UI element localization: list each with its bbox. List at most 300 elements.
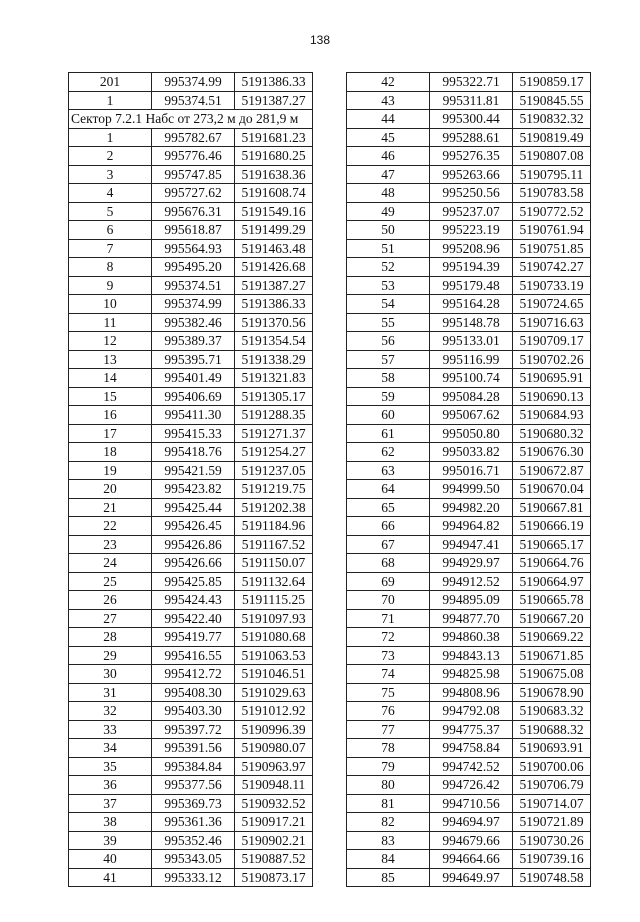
- point-number-cell: 37: [69, 794, 152, 813]
- point-number-cell: 79: [347, 757, 430, 776]
- table-row: [347, 609, 591, 628]
- table-row: [347, 165, 591, 184]
- x-coordinate-cell: 995423.82: [152, 480, 235, 499]
- table-row: [69, 665, 313, 684]
- table-row: [347, 868, 591, 887]
- x-coordinate-cell: 994664.66: [430, 850, 513, 869]
- y-coordinate-cell: 5190887.52: [235, 850, 313, 869]
- point-number-cell: 76: [347, 702, 430, 721]
- table-row: [69, 91, 313, 110]
- y-coordinate-cell: 5191029.63: [235, 683, 313, 702]
- x-coordinate-cell: 995426.86: [152, 535, 235, 554]
- x-coordinate-cell: 995374.99: [152, 73, 235, 92]
- point-number-cell: 42: [347, 73, 430, 92]
- x-coordinate-cell: 995776.46: [152, 147, 235, 166]
- y-coordinate-cell: 5190671.85: [513, 646, 591, 665]
- x-coordinate-cell: 995401.49: [152, 369, 235, 388]
- point-number-cell: 48: [347, 184, 430, 203]
- x-coordinate-cell: 994964.82: [430, 517, 513, 536]
- x-coordinate-cell: 995391.56: [152, 739, 235, 758]
- y-coordinate-cell: 5191638.36: [235, 165, 313, 184]
- y-coordinate-cell: 5191370.56: [235, 313, 313, 332]
- y-coordinate-cell: 5190664.76: [513, 554, 591, 573]
- point-number-cell: 13: [69, 350, 152, 369]
- section-header-row: [69, 110, 313, 129]
- point-number-cell: 82: [347, 813, 430, 832]
- page-number: 138: [309, 33, 331, 47]
- y-coordinate-cell: 5190733.19: [513, 276, 591, 295]
- table-row: [69, 295, 313, 314]
- y-coordinate-cell: 5191386.33: [235, 295, 313, 314]
- x-coordinate-cell: 995374.51: [152, 91, 235, 110]
- point-number-cell: 5: [69, 202, 152, 221]
- y-coordinate-cell: 5190795.11: [513, 165, 591, 184]
- x-coordinate-cell: 994843.13: [430, 646, 513, 665]
- table-row: [69, 794, 313, 813]
- point-number-cell: 57: [347, 350, 430, 369]
- table-row: [69, 554, 313, 573]
- y-coordinate-cell: 5190690.13: [513, 387, 591, 406]
- table-row: [347, 813, 591, 832]
- x-coordinate-cell: 995237.07: [430, 202, 513, 221]
- point-number-cell: 29: [69, 646, 152, 665]
- x-coordinate-cell: 995727.62: [152, 184, 235, 203]
- point-number-cell: 77: [347, 720, 430, 739]
- point-number-cell: 35: [69, 757, 152, 776]
- table-row: [347, 332, 591, 351]
- point-number-cell: 68: [347, 554, 430, 573]
- point-number-cell: 62: [347, 443, 430, 462]
- y-coordinate-cell: 5190667.20: [513, 609, 591, 628]
- point-number-cell: 20: [69, 480, 152, 499]
- x-coordinate-cell: 995288.61: [430, 128, 513, 147]
- y-coordinate-cell: 5191680.25: [235, 147, 313, 166]
- x-coordinate-cell: 994792.08: [430, 702, 513, 721]
- table-row: [69, 831, 313, 850]
- x-coordinate-cell: 995415.33: [152, 424, 235, 443]
- point-number-cell: 66: [347, 517, 430, 536]
- x-coordinate-cell: 995263.66: [430, 165, 513, 184]
- point-number-cell: 60: [347, 406, 430, 425]
- point-number-cell: 72: [347, 628, 430, 647]
- table-row: [347, 110, 591, 129]
- x-coordinate-cell: 995369.73: [152, 794, 235, 813]
- point-number-cell: 67: [347, 535, 430, 554]
- y-coordinate-cell: 5191499.29: [235, 221, 313, 240]
- y-coordinate-cell: 5190693.91: [513, 739, 591, 758]
- table-row: [347, 720, 591, 739]
- point-number-cell: 54: [347, 295, 430, 314]
- x-coordinate-cell: 995424.43: [152, 591, 235, 610]
- point-number-cell: 14: [69, 369, 152, 388]
- y-coordinate-cell: 5191321.83: [235, 369, 313, 388]
- point-number-cell: 16: [69, 406, 152, 425]
- x-coordinate-cell: 995384.84: [152, 757, 235, 776]
- point-number-cell: 74: [347, 665, 430, 684]
- point-number-cell: 24: [69, 554, 152, 573]
- table-row: [347, 794, 591, 813]
- x-coordinate-cell: 995747.85: [152, 165, 235, 184]
- table-row: [69, 239, 313, 258]
- point-number-cell: 3: [69, 165, 152, 184]
- x-coordinate-cell: 995361.36: [152, 813, 235, 832]
- table-row: [347, 480, 591, 499]
- table-row: [347, 313, 591, 332]
- table-row: [69, 202, 313, 221]
- y-coordinate-cell: 5190709.17: [513, 332, 591, 351]
- table-row: [347, 702, 591, 721]
- y-coordinate-cell: 5190684.93: [513, 406, 591, 425]
- y-coordinate-cell: 5191046.51: [235, 665, 313, 684]
- y-coordinate-cell: 5190688.32: [513, 720, 591, 739]
- x-coordinate-cell: 995411.30: [152, 406, 235, 425]
- point-number-cell: 23: [69, 535, 152, 554]
- y-coordinate-cell: 5190667.81: [513, 498, 591, 517]
- point-number-cell: 1: [69, 128, 152, 147]
- table-row: [69, 387, 313, 406]
- point-number-cell: 26: [69, 591, 152, 610]
- point-number-cell: 2: [69, 147, 152, 166]
- y-coordinate-cell: 5190917.21: [235, 813, 313, 832]
- y-coordinate-cell: 5191219.75: [235, 480, 313, 499]
- table-row: [69, 646, 313, 665]
- table-row: [347, 665, 591, 684]
- x-coordinate-cell: 994912.52: [430, 572, 513, 591]
- y-coordinate-cell: 5191338.29: [235, 350, 313, 369]
- x-coordinate-cell: 995311.81: [430, 91, 513, 110]
- x-coordinate-cell: 994860.38: [430, 628, 513, 647]
- table-row: [69, 165, 313, 184]
- x-coordinate-cell: 995084.28: [430, 387, 513, 406]
- y-coordinate-cell: 5191681.23: [235, 128, 313, 147]
- y-coordinate-cell: 5190706.79: [513, 776, 591, 795]
- x-coordinate-cell: 995333.12: [152, 868, 235, 887]
- y-coordinate-cell: 5191271.37: [235, 424, 313, 443]
- table-row: [347, 443, 591, 462]
- coordinates-table-right-body: [347, 73, 591, 887]
- table-row: [69, 369, 313, 388]
- y-coordinate-cell: 5190700.06: [513, 757, 591, 776]
- table-row: [347, 739, 591, 758]
- y-coordinate-cell: 5191426.68: [235, 258, 313, 277]
- x-coordinate-cell: 994895.09: [430, 591, 513, 610]
- table-row: [347, 628, 591, 647]
- point-number-cell: 45: [347, 128, 430, 147]
- x-coordinate-cell: 994982.20: [430, 498, 513, 517]
- table-row: [347, 461, 591, 480]
- table-row: [347, 184, 591, 203]
- x-coordinate-cell: 994758.84: [430, 739, 513, 758]
- table-row: [69, 313, 313, 332]
- table-row: [347, 91, 591, 110]
- x-coordinate-cell: 995016.71: [430, 461, 513, 480]
- point-number-cell: 32: [69, 702, 152, 721]
- y-coordinate-cell: 5190772.52: [513, 202, 591, 221]
- table-row: [69, 443, 313, 462]
- point-number-cell: 81: [347, 794, 430, 813]
- table-row: [347, 498, 591, 517]
- table-row: [347, 147, 591, 166]
- y-coordinate-cell: 5191387.27: [235, 91, 313, 110]
- table-row: [347, 128, 591, 147]
- table-row: [69, 406, 313, 425]
- y-coordinate-cell: 5190742.27: [513, 258, 591, 277]
- table-row: [69, 572, 313, 591]
- y-coordinate-cell: 5190695.91: [513, 369, 591, 388]
- x-coordinate-cell: 995164.28: [430, 295, 513, 314]
- x-coordinate-cell: 995406.69: [152, 387, 235, 406]
- point-number-cell: 201: [69, 73, 152, 92]
- x-coordinate-cell: 995419.77: [152, 628, 235, 647]
- y-coordinate-cell: 5190716.63: [513, 313, 591, 332]
- x-coordinate-cell: 994775.37: [430, 720, 513, 739]
- x-coordinate-cell: 994929.97: [430, 554, 513, 573]
- point-number-cell: 11: [69, 313, 152, 332]
- point-number-cell: 27: [69, 609, 152, 628]
- point-number-cell: 1: [69, 91, 152, 110]
- x-coordinate-cell: 995426.45: [152, 517, 235, 536]
- table-row: [347, 850, 591, 869]
- point-number-cell: 17: [69, 424, 152, 443]
- point-number-cell: 55: [347, 313, 430, 332]
- coordinates-table-left: [68, 72, 313, 887]
- table-row: [347, 221, 591, 240]
- point-number-cell: 75: [347, 683, 430, 702]
- point-number-cell: 21: [69, 498, 152, 517]
- point-number-cell: 38: [69, 813, 152, 832]
- table-row: [69, 498, 313, 517]
- point-number-cell: 84: [347, 850, 430, 869]
- y-coordinate-cell: 5190669.22: [513, 628, 591, 647]
- point-number-cell: 80: [347, 776, 430, 795]
- point-number-cell: 31: [69, 683, 152, 702]
- point-number-cell: 53: [347, 276, 430, 295]
- table-row: [69, 850, 313, 869]
- section-title: Сектор 7.2.1 Набс от 273,2 м до 281,9 м: [69, 110, 313, 129]
- y-coordinate-cell: 5191202.38: [235, 498, 313, 517]
- point-number-cell: 44: [347, 110, 430, 129]
- point-number-cell: 36: [69, 776, 152, 795]
- x-coordinate-cell: 995300.44: [430, 110, 513, 129]
- table-row: [347, 831, 591, 850]
- table-row: [69, 757, 313, 776]
- point-number-cell: 69: [347, 572, 430, 591]
- table-row: [347, 406, 591, 425]
- point-number-cell: 71: [347, 609, 430, 628]
- x-coordinate-cell: 995343.05: [152, 850, 235, 869]
- y-coordinate-cell: 5191463.48: [235, 239, 313, 258]
- x-coordinate-cell: 995676.31: [152, 202, 235, 221]
- y-coordinate-cell: 5190902.21: [235, 831, 313, 850]
- y-coordinate-cell: 5190819.49: [513, 128, 591, 147]
- table-row: [69, 720, 313, 739]
- table-row: [69, 184, 313, 203]
- y-coordinate-cell: 5191254.27: [235, 443, 313, 462]
- point-number-cell: 15: [69, 387, 152, 406]
- y-coordinate-cell: 5190783.58: [513, 184, 591, 203]
- x-coordinate-cell: 995276.35: [430, 147, 513, 166]
- table-row: [69, 868, 313, 887]
- x-coordinate-cell: 994877.70: [430, 609, 513, 628]
- x-coordinate-cell: 994710.56: [430, 794, 513, 813]
- point-number-cell: 58: [347, 369, 430, 388]
- x-coordinate-cell: 995422.40: [152, 609, 235, 628]
- y-coordinate-cell: 5191305.17: [235, 387, 313, 406]
- y-coordinate-cell: 5190680.32: [513, 424, 591, 443]
- x-coordinate-cell: 995148.78: [430, 313, 513, 332]
- x-coordinate-cell: 995100.74: [430, 369, 513, 388]
- y-coordinate-cell: 5190932.52: [235, 794, 313, 813]
- table-row: [69, 609, 313, 628]
- y-coordinate-cell: 5191608.74: [235, 184, 313, 203]
- table-row: [69, 480, 313, 499]
- y-coordinate-cell: 5190721.89: [513, 813, 591, 832]
- x-coordinate-cell: 995033.82: [430, 443, 513, 462]
- y-coordinate-cell: 5190948.11: [235, 776, 313, 795]
- table-row: [69, 813, 313, 832]
- table-row: [69, 535, 313, 554]
- x-coordinate-cell: 994649.97: [430, 868, 513, 887]
- x-coordinate-cell: 995408.30: [152, 683, 235, 702]
- point-number-cell: 50: [347, 221, 430, 240]
- table-row: [69, 739, 313, 758]
- y-coordinate-cell: 5191132.64: [235, 572, 313, 591]
- point-number-cell: 8: [69, 258, 152, 277]
- y-coordinate-cell: 5190748.58: [513, 868, 591, 887]
- y-coordinate-cell: 5191549.16: [235, 202, 313, 221]
- y-coordinate-cell: 5191080.68: [235, 628, 313, 647]
- y-coordinate-cell: 5191167.52: [235, 535, 313, 554]
- point-number-cell: 70: [347, 591, 430, 610]
- x-coordinate-cell: 995067.62: [430, 406, 513, 425]
- y-coordinate-cell: 5190730.26: [513, 831, 591, 850]
- table-row: [69, 332, 313, 351]
- y-coordinate-cell: 5190963.97: [235, 757, 313, 776]
- table-row: [69, 591, 313, 610]
- point-number-cell: 25: [69, 572, 152, 591]
- y-coordinate-cell: 5191150.07: [235, 554, 313, 573]
- x-coordinate-cell: 994742.52: [430, 757, 513, 776]
- x-coordinate-cell: 995050.80: [430, 424, 513, 443]
- table-row: [347, 387, 591, 406]
- x-coordinate-cell: 995374.99: [152, 295, 235, 314]
- x-coordinate-cell: 995412.72: [152, 665, 235, 684]
- point-number-cell: 41: [69, 868, 152, 887]
- y-coordinate-cell: 5191237.05: [235, 461, 313, 480]
- table-row: [347, 757, 591, 776]
- y-coordinate-cell: 5190832.32: [513, 110, 591, 129]
- point-number-cell: 39: [69, 831, 152, 850]
- y-coordinate-cell: 5190807.08: [513, 147, 591, 166]
- x-coordinate-cell: 995322.71: [430, 73, 513, 92]
- table-row: [347, 572, 591, 591]
- x-coordinate-cell: 995564.93: [152, 239, 235, 258]
- x-coordinate-cell: 995397.72: [152, 720, 235, 739]
- point-number-cell: 10: [69, 295, 152, 314]
- point-number-cell: 18: [69, 443, 152, 462]
- y-coordinate-cell: 5190714.07: [513, 794, 591, 813]
- y-coordinate-cell: 5190739.16: [513, 850, 591, 869]
- table-row: [69, 350, 313, 369]
- y-coordinate-cell: 5191387.27: [235, 276, 313, 295]
- y-coordinate-cell: 5190873.17: [235, 868, 313, 887]
- x-coordinate-cell: 995374.51: [152, 276, 235, 295]
- table-row: [69, 683, 313, 702]
- x-coordinate-cell: 994825.98: [430, 665, 513, 684]
- point-number-cell: 7: [69, 239, 152, 258]
- table-row: [69, 702, 313, 721]
- point-number-cell: 6: [69, 221, 152, 240]
- point-number-cell: 4: [69, 184, 152, 203]
- y-coordinate-cell: 5190683.32: [513, 702, 591, 721]
- point-number-cell: 56: [347, 332, 430, 351]
- x-coordinate-cell: 995223.19: [430, 221, 513, 240]
- y-coordinate-cell: 5190670.04: [513, 480, 591, 499]
- y-coordinate-cell: 5190724.65: [513, 295, 591, 314]
- table-row: [69, 128, 313, 147]
- table-row: [347, 554, 591, 573]
- point-number-cell: 22: [69, 517, 152, 536]
- point-number-cell: 34: [69, 739, 152, 758]
- point-number-cell: 46: [347, 147, 430, 166]
- x-coordinate-cell: 995377.56: [152, 776, 235, 795]
- y-coordinate-cell: 5190980.07: [235, 739, 313, 758]
- y-coordinate-cell: 5191115.25: [235, 591, 313, 610]
- y-coordinate-cell: 5190665.17: [513, 535, 591, 554]
- point-number-cell: 59: [347, 387, 430, 406]
- point-number-cell: 19: [69, 461, 152, 480]
- point-number-cell: 30: [69, 665, 152, 684]
- point-number-cell: 47: [347, 165, 430, 184]
- point-number-cell: 52: [347, 258, 430, 277]
- table-row: [347, 424, 591, 443]
- x-coordinate-cell: 995495.20: [152, 258, 235, 277]
- x-coordinate-cell: 995782.67: [152, 128, 235, 147]
- y-coordinate-cell: 5190751.85: [513, 239, 591, 258]
- y-coordinate-cell: 5191097.93: [235, 609, 313, 628]
- table-row: [69, 276, 313, 295]
- table-row: [69, 221, 313, 240]
- table-row: [69, 461, 313, 480]
- x-coordinate-cell: 995250.56: [430, 184, 513, 203]
- table-row: [347, 276, 591, 295]
- x-coordinate-cell: 994808.96: [430, 683, 513, 702]
- table-row: [347, 776, 591, 795]
- x-coordinate-cell: 995352.46: [152, 831, 235, 850]
- table-row: [69, 73, 313, 92]
- point-number-cell: 78: [347, 739, 430, 758]
- y-coordinate-cell: 5190675.08: [513, 665, 591, 684]
- y-coordinate-cell: 5190665.78: [513, 591, 591, 610]
- y-coordinate-cell: 5190664.97: [513, 572, 591, 591]
- table-row: [347, 517, 591, 536]
- table-row: [347, 535, 591, 554]
- x-coordinate-cell: 995416.55: [152, 646, 235, 665]
- x-coordinate-cell: 995425.44: [152, 498, 235, 517]
- table-row: [347, 73, 591, 92]
- y-coordinate-cell: 5191354.54: [235, 332, 313, 351]
- x-coordinate-cell: 994694.97: [430, 813, 513, 832]
- point-number-cell: 43: [347, 91, 430, 110]
- y-coordinate-cell: 5191386.33: [235, 73, 313, 92]
- point-number-cell: 85: [347, 868, 430, 887]
- table-row: [347, 258, 591, 277]
- x-coordinate-cell: 995618.87: [152, 221, 235, 240]
- x-coordinate-cell: 995208.96: [430, 239, 513, 258]
- x-coordinate-cell: 995395.71: [152, 350, 235, 369]
- x-coordinate-cell: 995403.30: [152, 702, 235, 721]
- y-coordinate-cell: 5190672.87: [513, 461, 591, 480]
